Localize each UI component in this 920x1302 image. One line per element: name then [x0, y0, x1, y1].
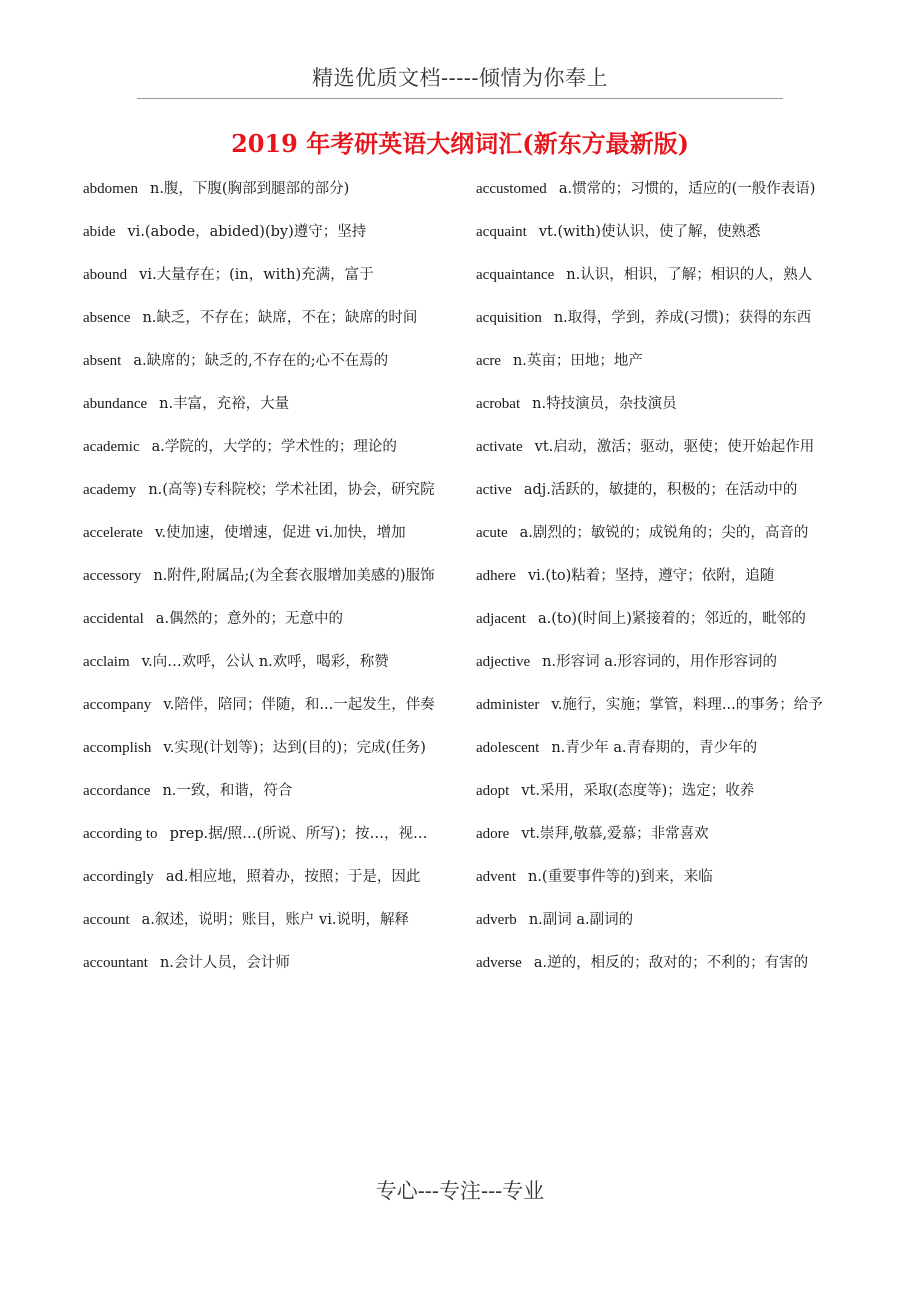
vocab-entry: [476, 606, 840, 633]
vocab-entry: [476, 907, 840, 934]
vocab-word: adverb: [476, 912, 517, 928]
vocab-definition: v.实现(计划等)；达到(目的)；完成(任务): [163, 740, 426, 756]
vocab-word: adverse: [476, 955, 522, 971]
vocab-entry: [83, 391, 447, 418]
vocab-definition: a.(to)(时间上)紧接着的；邻近的，毗邻的: [537, 611, 806, 627]
header-divider: [137, 98, 783, 99]
vocab-entry: [83, 649, 447, 676]
vocab-definition: vi.(to)粘着；坚持，遵守；依附，追随: [527, 568, 775, 584]
vocab-definition: n.会计人员，会计师: [159, 955, 290, 971]
vocab-entry: [83, 262, 447, 289]
right-column: [476, 176, 840, 993]
vocab-word: acclaim: [83, 654, 130, 670]
vocab-definition: n.(高等)专科院校；学术社团，协会，研究院: [148, 482, 435, 498]
vocab-definition: a.学院的，大学的；学术性的；理论的: [151, 439, 397, 455]
vocab-word: administer: [476, 697, 540, 713]
vocab-definition: vt.(with)使认识，使了解，使熟悉: [538, 224, 761, 240]
vocab-word: abound: [83, 267, 128, 283]
vocab-definition: v.向…欢呼，公认 n.欢呼，喝彩，称赞: [141, 654, 389, 670]
vocab-entry: [476, 821, 840, 848]
vocab-word: accordingly: [83, 869, 154, 885]
vocab-word: acquisition: [476, 310, 542, 326]
vocab-definition: n.认识，相识，了解；相识的人，熟人: [566, 267, 813, 283]
vocab-word: academic: [83, 439, 140, 455]
vocab-definition: a.缺席的；缺乏的,不存在的;心不在焉的: [133, 353, 389, 369]
vocab-word: accelerate: [83, 525, 143, 541]
vocab-entry: [83, 907, 447, 934]
vocab-entry: [476, 563, 840, 590]
vocab-entry: [83, 778, 447, 805]
vocab-definition: v.陪伴，陪同；伴随，和...一起发生，伴奏: [163, 697, 435, 713]
vocab-definition: n.青少年 a.青春期的，青少年的: [551, 740, 758, 756]
vocab-definition: a.叙述，说明；账目，账户 vi.说明，解释: [141, 912, 409, 928]
vocab-word: adhere: [476, 568, 516, 584]
vocab-entry: [476, 434, 840, 461]
page-footer: 专心---专注---专业: [375, 1179, 545, 1203]
vocab-entry: [83, 305, 447, 332]
vocab-word: accustomed: [476, 181, 547, 197]
vocab-definition: ad.相应地，照着办，按照；于是，因此: [165, 869, 421, 885]
vocab-definition: adj.活跃的，敏捷的，积极的；在活动中的: [523, 482, 798, 498]
vocab-definition: a.剧烈的；敏锐的；成锐角的；尖的，高音的: [519, 525, 809, 541]
vocab-entry: [476, 735, 840, 762]
vocab-entry: [476, 864, 840, 891]
vocab-definition: n.特技演员，杂技演员: [532, 396, 677, 412]
vocab-entry: [476, 391, 840, 418]
vocab-entry: [476, 477, 840, 504]
vocab-entry: [83, 606, 447, 633]
vocab-definition: n.腹，下腹(胸部到腿部的部分): [149, 181, 350, 197]
vocab-word: adolescent: [476, 740, 540, 756]
vocab-entry: [476, 778, 840, 805]
vocab-definition: n.取得，学到，养成(习惯)；获得的东西: [553, 310, 812, 326]
vocab-entry: [83, 692, 447, 719]
vocab-entry: [83, 348, 447, 375]
vocab-entry: [476, 262, 840, 289]
vocab-word: absence: [83, 310, 131, 326]
vocab-word: adopt: [476, 783, 510, 799]
document-title: 2019 年考研英语大纲词汇(新东方最新版): [231, 129, 689, 158]
vocab-entry: [83, 563, 447, 590]
vocab-definition: prep.据/照…(所说、所写)；按…，视…: [169, 826, 428, 842]
vocab-entry: [83, 219, 447, 246]
vocab-word: activate: [476, 439, 523, 455]
vocab-word: abundance: [83, 396, 148, 412]
vocab-entry: [476, 305, 840, 332]
vocab-entry: [476, 692, 840, 719]
vocab-word: accordance: [83, 783, 151, 799]
vocab-definition: vi.(abode，abided)(by)遵守；坚持: [127, 224, 367, 240]
vocab-definition: n.英亩；田地；地产: [512, 353, 643, 369]
vocab-entry: [83, 821, 447, 848]
vocab-definition: vt.崇拜,敬慕,爱慕；非常喜欢: [521, 826, 709, 842]
vocab-word: adore: [476, 826, 510, 842]
vocab-entry: [83, 864, 447, 891]
left-column: [83, 176, 447, 993]
vocab-word: acquaintance: [476, 267, 555, 283]
vocab-entry: [476, 176, 840, 203]
vocab-entry: [83, 950, 447, 977]
vocab-word: active: [476, 482, 512, 498]
vocab-definition: n.形容词 a.形容词的，用作形容词的: [542, 654, 777, 670]
vocab-definition: vt.启动，激活；驱动，驱使；使开始起作用: [534, 439, 815, 455]
vocab-definition: vi.大量存在；(in，with)充满，富于: [139, 267, 374, 283]
vocab-word: acute: [476, 525, 508, 541]
vocab-definition: v.使加速，使增速，促进 vi.加快，增加: [154, 525, 406, 541]
vocab-word: academy: [83, 482, 137, 498]
vocab-word: account: [83, 912, 130, 928]
vocab-definition: n.缺乏，不存在；缺席，不在；缺席的时间: [142, 310, 418, 326]
vocab-word: accompany: [83, 697, 152, 713]
vocab-word: adjective: [476, 654, 531, 670]
vocab-definition: n.一致，和谐，符合: [162, 783, 293, 799]
vocab-word: abide: [83, 224, 116, 240]
vocab-entry: [83, 735, 447, 762]
vocab-entry: [83, 176, 447, 203]
vocab-word: absent: [83, 353, 122, 369]
vocab-word: acquaint: [476, 224, 527, 240]
vocab-entry: [476, 950, 840, 977]
vocab-word: advent: [476, 869, 516, 885]
vocab-word: according to: [83, 826, 158, 842]
vocab-definition: n.附件,附属品;(为全套衣服增加美感的)服饰: [153, 568, 435, 584]
vocab-entry: [83, 477, 447, 504]
vocab-definition: n.副词 a.副词的: [528, 912, 634, 928]
vocab-definition: n.(重要事件等的)到来，来临: [527, 869, 713, 885]
vocab-word: accomplish: [83, 740, 152, 756]
vocab-word: accidental: [83, 611, 144, 627]
vocab-entry: [476, 649, 840, 676]
vocab-entry: [476, 520, 840, 547]
vocab-entry: [83, 434, 447, 461]
vocab-word: accessory: [83, 568, 142, 584]
vocab-word: accountant: [83, 955, 148, 971]
vocab-definition: vt.采用，采取(态度等)；选定；收养: [521, 783, 755, 799]
vocab-word: adjacent: [476, 611, 526, 627]
vocab-definition: a.逆的，相反的；敌对的；不利的；有害的: [533, 955, 809, 971]
vocab-entry: [476, 348, 840, 375]
page-header: 精选优质文档-----倾情为你奉上: [312, 66, 608, 90]
vocab-word: acrobat: [476, 396, 521, 412]
vocab-word: acre: [476, 353, 501, 369]
vocab-word: abdomen: [83, 181, 138, 197]
vocab-definition: v.施行，实施；掌管，料理...的事务；给予: [551, 697, 823, 713]
vocab-definition: a.惯常的；习惯的，适应的(一般作表语): [558, 181, 816, 197]
vocab-entry: [476, 219, 840, 246]
vocab-definition: n.丰富，充裕，大量: [159, 396, 290, 412]
vocab-definition: a.偶然的；意外的；无意中的: [155, 611, 344, 627]
vocab-entry: [83, 520, 447, 547]
